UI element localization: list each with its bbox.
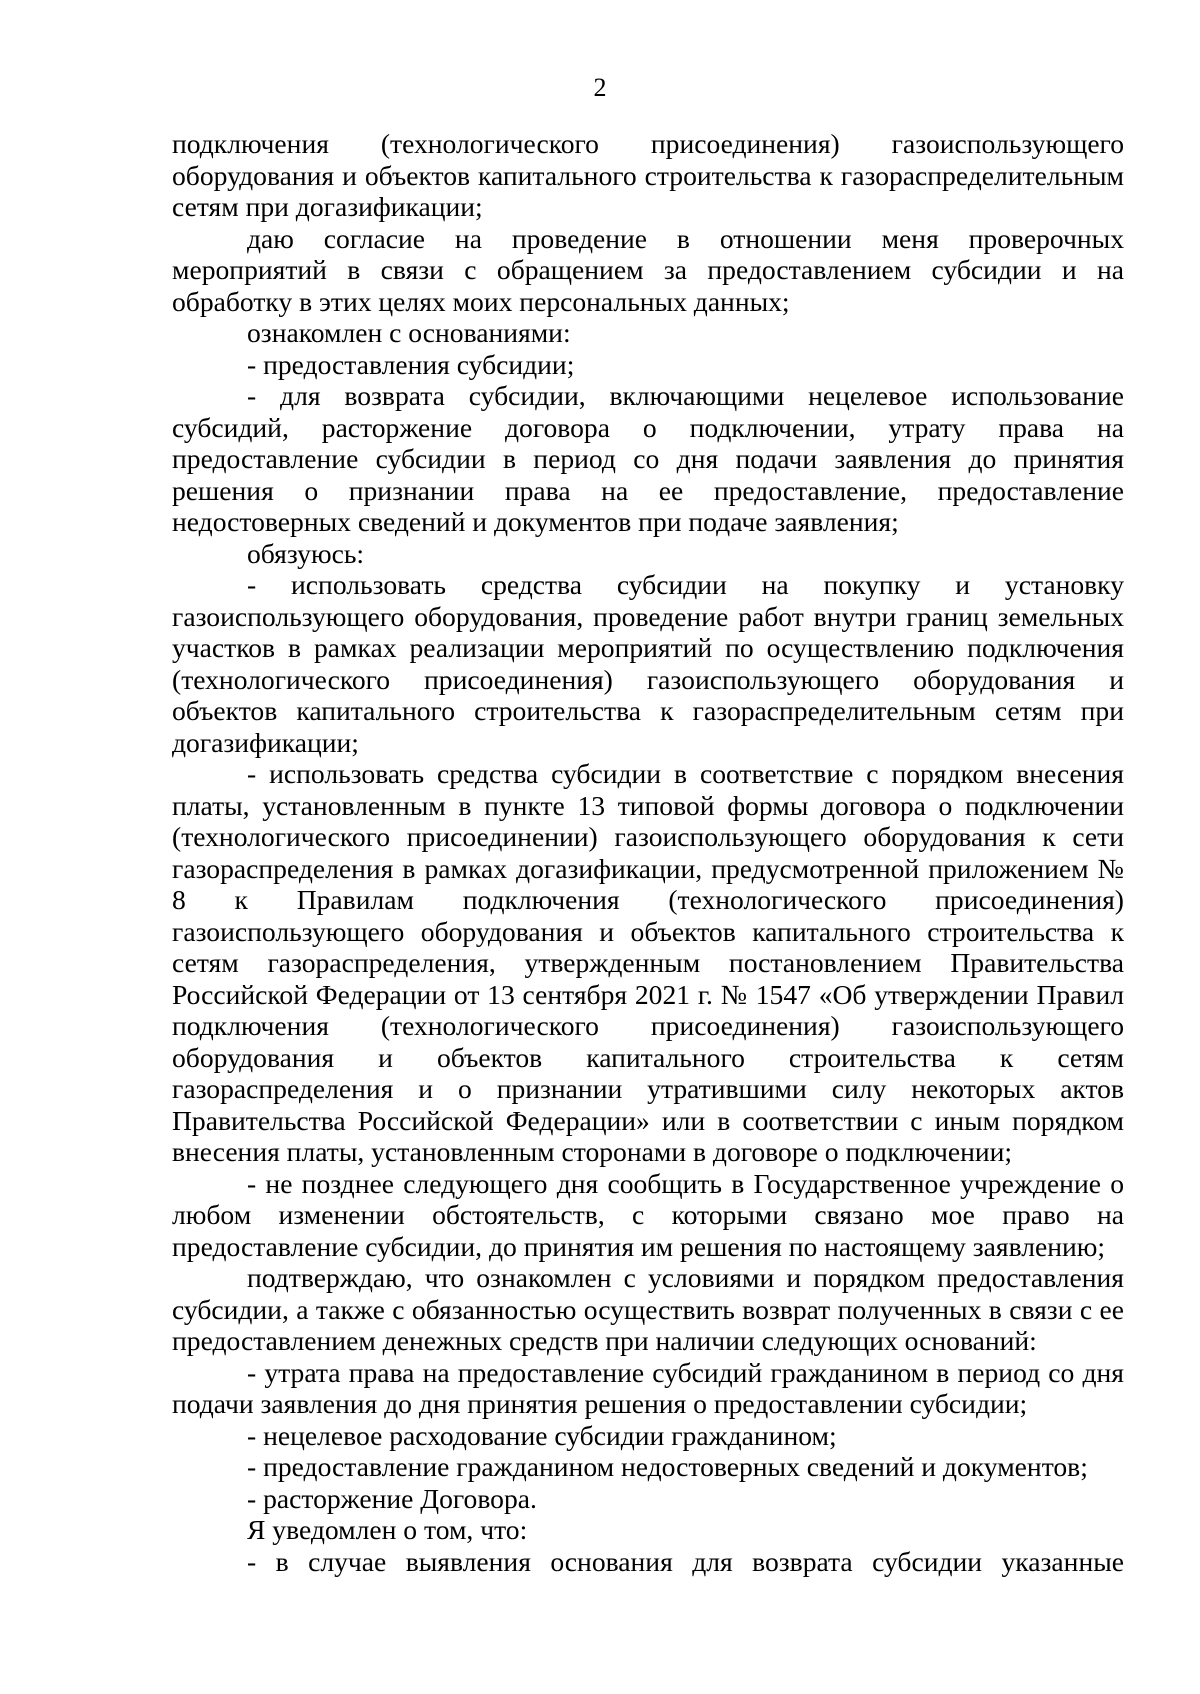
list-item-return-case: - в случае выявления основания для возврата субсидии указанные	[247, 1545, 1124, 1577]
paragraph-acquainted-grounds: ознакомлен с основаниями:	[247, 317, 571, 348]
paragraph-notified: Я уведомлен о том, что:	[247, 1514, 528, 1545]
list-item-contract-termination: - расторжение Договора.	[247, 1482, 537, 1514]
paragraph-connection-continuation: подключения (технологического присоединения) газоиспользующего оборудования и объектов капитального строительства к газораспределительным сетям при догазификации;	[172, 128, 1124, 222]
list-item-loss-of-right: - утрата права на предоставление субсидий гражданином в период со дня подачи заявления до дня принятия решения о предоставлении субсидии;	[172, 1356, 1124, 1419]
list-item-use-funds-payment-order: - использовать средства субсидии в соответствие с порядком внесения платы, установленным в пункте 13 типовой формы договора о подключении (технологического присоединении) газоиспользующего оборудования к сети газораспределения в рамках догазификации, предусмотренной приложением № 8 к Правилам подключения (технологического присоединения) газоиспользующего оборудования и объектов капитального строительства к сетям газораспределения, утвержденным постановлением Правительства Российской Федерации от 13 сентября 2021 г. № 1547 «Об утверждении Правил подключения (технологического присоединения) газоиспользующего оборудования и объектов капитального строительства к сетям газораспределения и о признании утратившими силу некоторых актов Правительства Российской Федерации» или в соответствии с иным порядком внесения платы, установленным сторонами в договоре о подключении;	[172, 758, 1124, 1167]
list-item-false-information: - предоставление гражданином недостоверных сведений и документов;	[247, 1451, 1088, 1482]
paragraph-consent-verification: даю согласие на проведение в отношении меня проверочных мероприятий в связи с обращением за предоставлением субсидии и на обработку в этих целях моих персональных данных;	[172, 222, 1124, 317]
paragraph-undertake: обязуюсь:	[247, 537, 365, 569]
list-item-use-funds-equipment: - использовать средства субсидии на покупку и установку газоиспользующего оборудования, проведение работ внутри границ земельных участков в рамках реализации мероприятий по осуществлению подключения (технологического присоединения) газоиспользующего оборудования и объектов капитального строительства к газораспределительным сетям при догазификации;	[172, 569, 1124, 758]
paragraph-confirm-conditions: подтверждаю, что ознакомлен с условиями и порядком предоставления субсидии, а также с обязанностью осуществить возврат полученных в связи с ее предоставлением денежных средств при наличии следующих оснований:	[172, 1262, 1124, 1356]
list-item-misuse: - нецелевое расходование субсидии гражданином;	[247, 1419, 837, 1451]
page-number: 2	[593, 73, 607, 102]
list-item-provision-grounds: - предоставления субсидии;	[247, 348, 575, 380]
list-item-return-grounds: - для возврата субсидии, включающими нецелевое использование субсидий, расторжение договора о подключении, утрату права на предоставление субсидии в период со дня подачи заявления до принятия решения о признании права на ее предоставление, предоставление недостоверных сведений и документов при подаче заявления;	[172, 380, 1124, 537]
document-body	[172, 128, 1124, 1577]
list-item-notify-institution: - не позднее следующего дня сообщить в Государственное учреждение о любом изменении обстоятельств, с которыми связано мое право на предоставление субсидии, до принятия им решения по настоящему заявлению;	[172, 1167, 1124, 1262]
